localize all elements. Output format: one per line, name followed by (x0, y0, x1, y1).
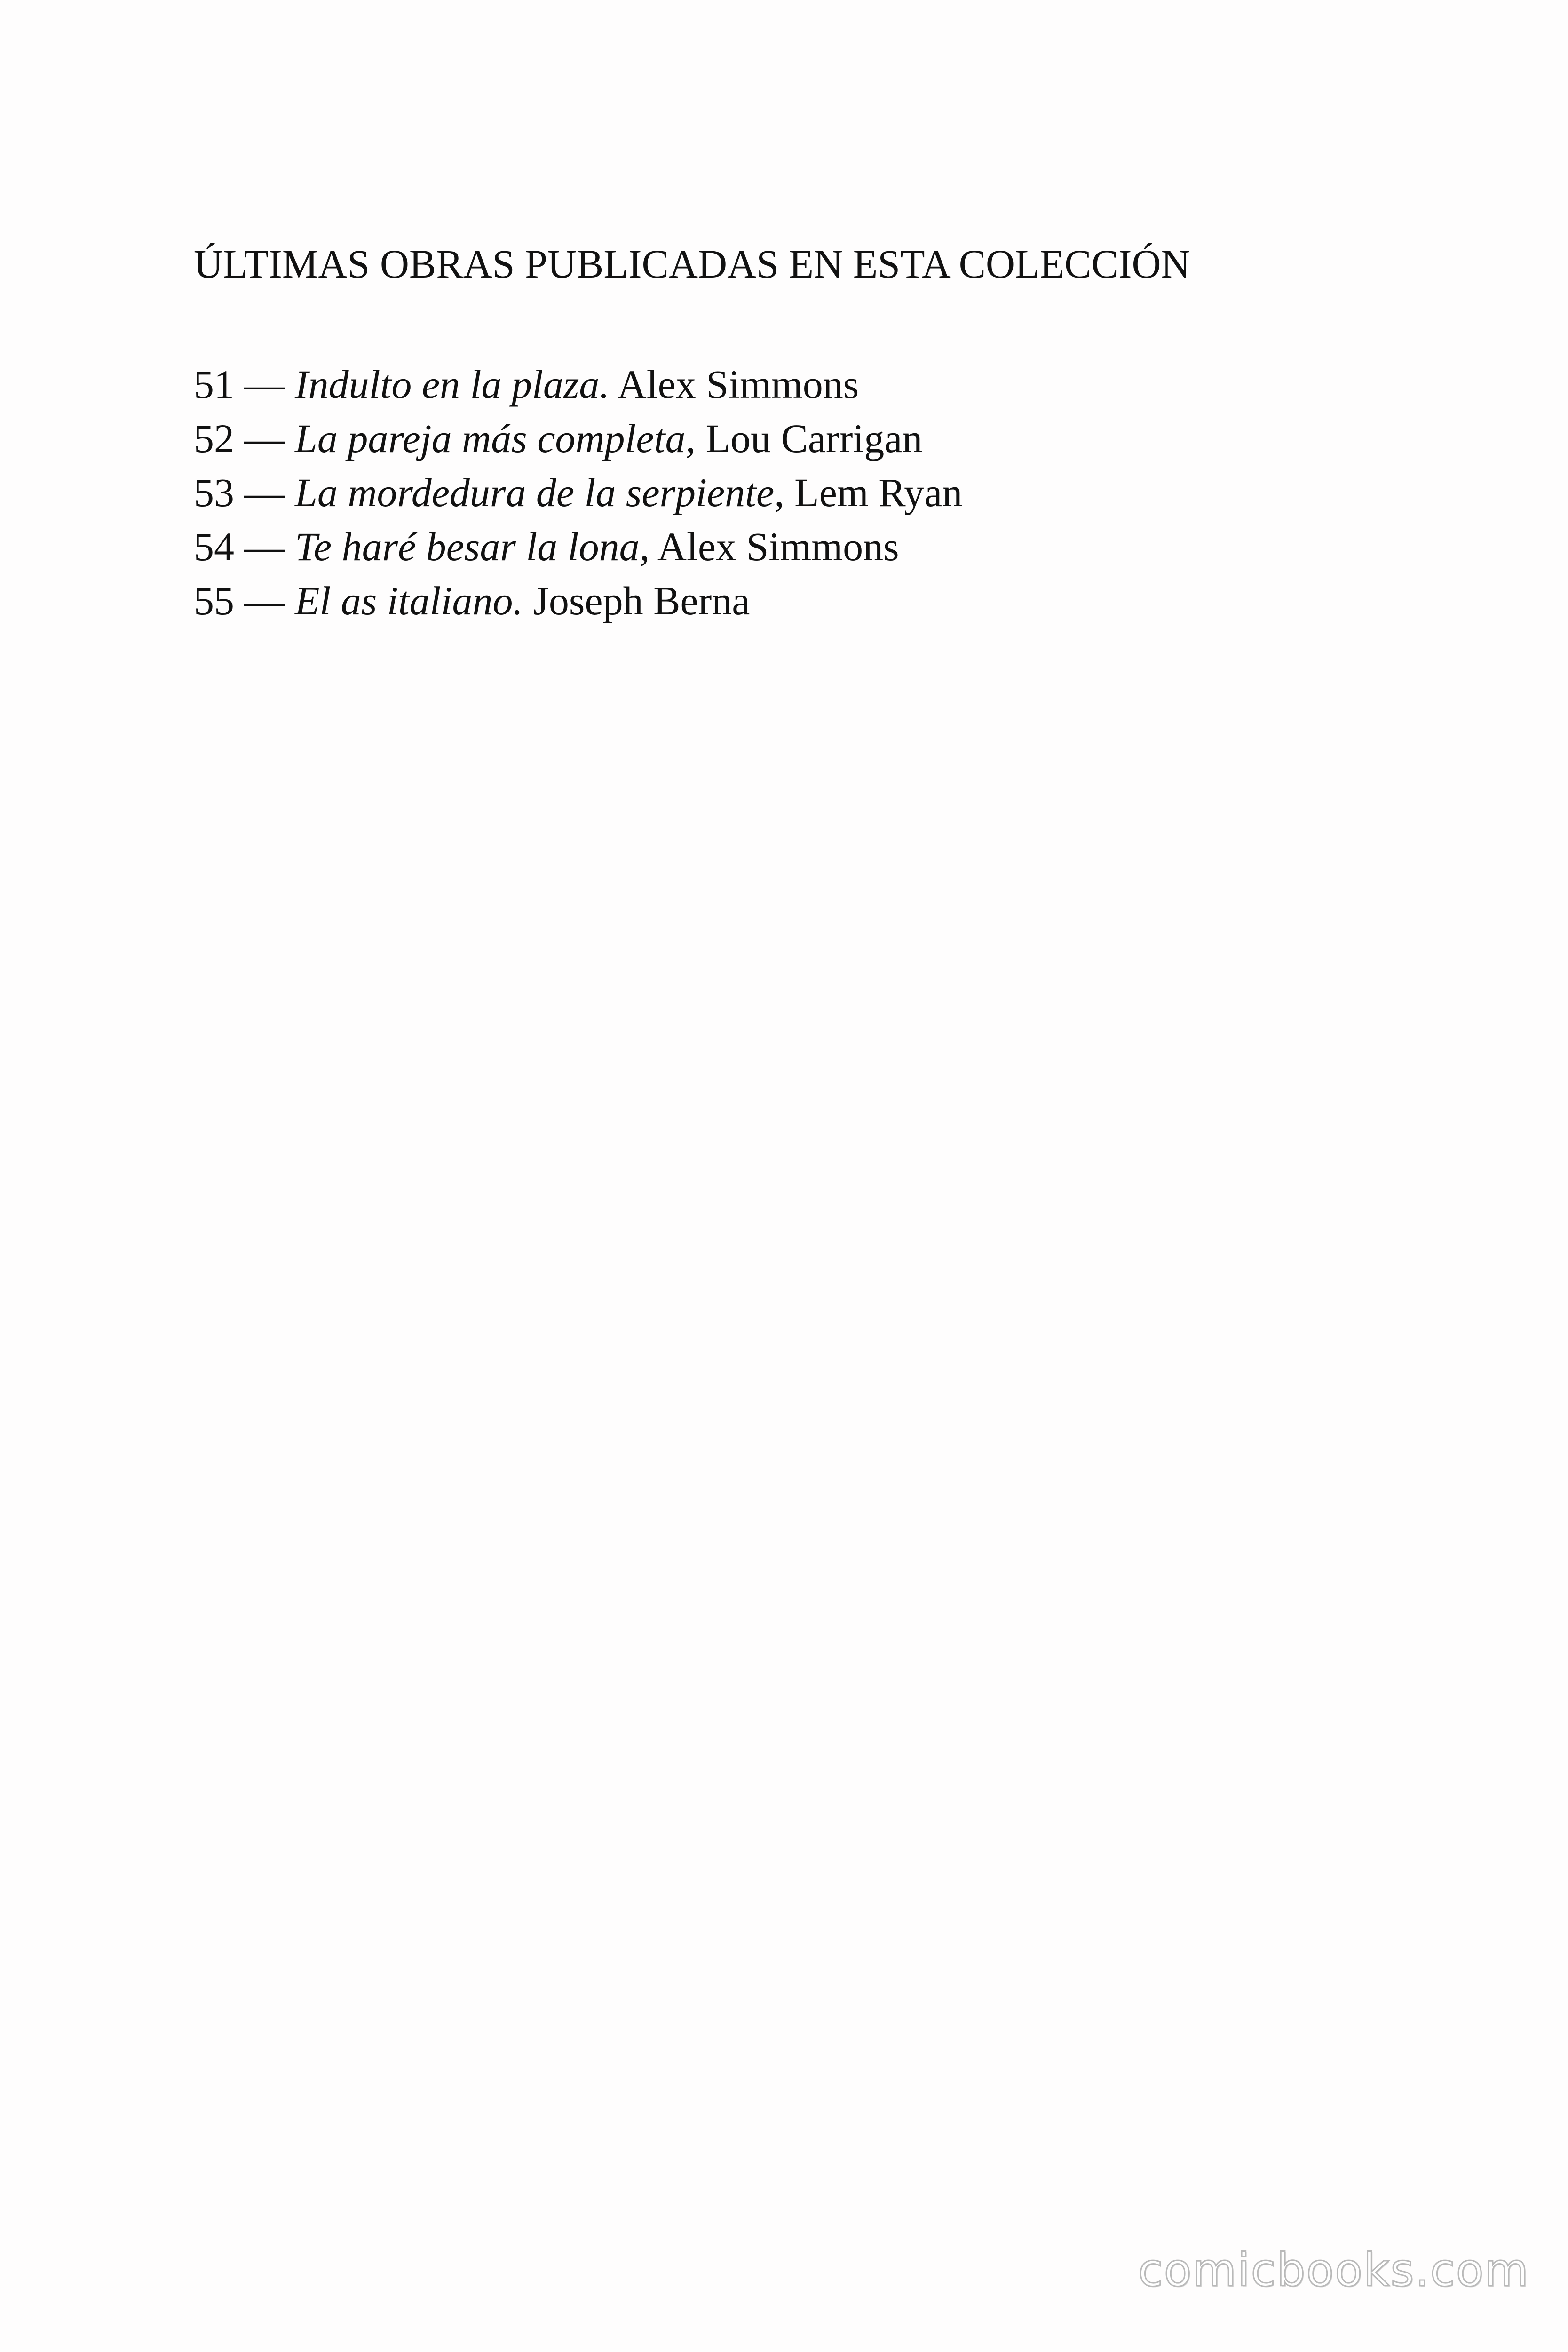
book-author: Alex Simmons (609, 362, 859, 407)
book-author: Alex Simmons (649, 524, 899, 569)
collection-heading: ÚLTIMAS OBRAS PUBLICADAS EN ESTA COLECCIÓN (194, 241, 1190, 286)
book-number: 55 — (194, 578, 295, 623)
book-author: Lou Carrigan (695, 416, 923, 461)
book-author: Joseph Berna (523, 578, 750, 623)
published-works-list (194, 358, 962, 628)
watermark: comicbooks.com (1138, 2244, 1529, 2296)
book-title: Te haré besar la lona, (295, 524, 650, 569)
book-author: Lem Ryan (784, 470, 963, 515)
book-title: Indulto en la plaza. (295, 362, 610, 407)
list-item (194, 412, 962, 466)
book-number: 51 — (194, 362, 295, 407)
list-item (194, 520, 962, 574)
book-title: El as italiano. (295, 578, 523, 623)
book-title: La pareja más completa, (295, 416, 696, 461)
book-number: 53 — (194, 470, 295, 515)
list-item (194, 358, 962, 412)
book-title: La mordedura de la serpiente, (295, 470, 784, 515)
list-item (194, 574, 962, 628)
book-number: 54 — (194, 524, 295, 569)
list-item (194, 466, 962, 520)
book-number: 52 — (194, 416, 295, 461)
